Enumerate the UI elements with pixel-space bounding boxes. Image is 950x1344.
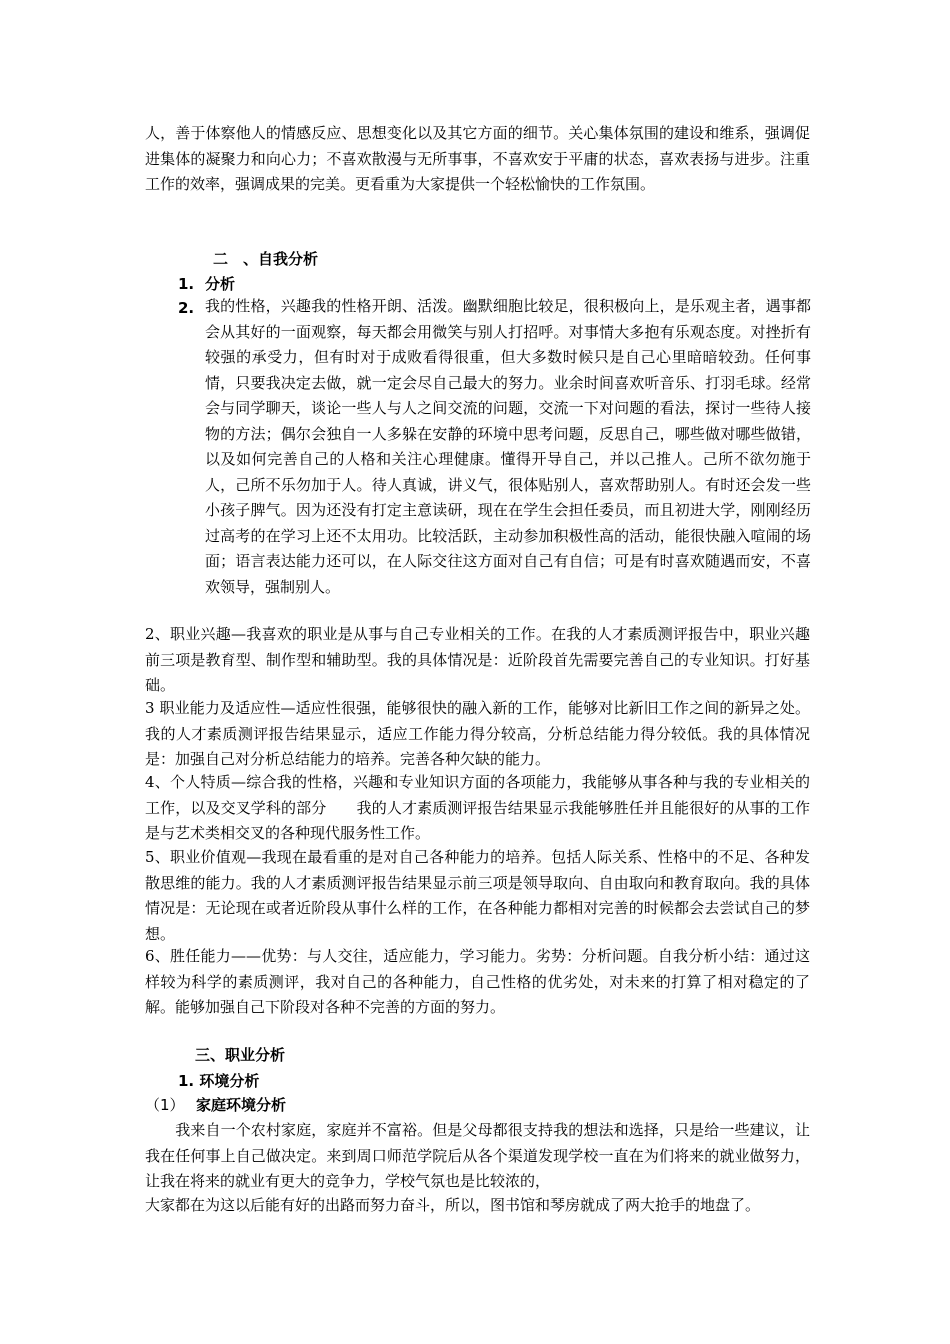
subheading-family-environment: 家庭环境分析: [196, 1096, 287, 1114]
subheading-number-1: （1）: [145, 1096, 185, 1114]
career-ability-number: 3: [145, 699, 155, 717]
personal-traits-paragraph: 4、个人特质—综合我的性格，兴趣和专业知识方面的各项能力，我能够从事各种与我的专业相关的工作，以及交叉学科的部分 我的人才素质测评报告结果显示我能够胜任并且能很好的从事的工作是与艺术类相交叉的各种现代服务性工作。: [145, 773, 810, 842]
career-ability-paragraph: [145, 696, 810, 773]
competence-paragraph: 6、胜任能力——优势：与人交往，适应能力，学习能力。劣势：分析问题。自我分析小结：通过这样较为科学的素质测评，我对自己的各种能力，自己性格的优劣处，对未来的打算了相对稳定的了解。能够加强自己下阶段对各种不完善的方面的努力。: [145, 947, 810, 1016]
list-number-1: 1.: [178, 275, 195, 293]
family-environment-paragraph: 我来自一个农村家庭，家庭并不富裕。但是父母都很支持我的想法和选择，只是给一些建议，让我在任何事上自己做决定。来到周口师范学院后从各个渠道发现学校一直在为们将来的就业做努力，让我在将来的就业有更大的竞争力，学校气氛也是比较浓的，: [145, 1121, 810, 1190]
section-heading-self-analysis: 二 、自我分析: [213, 250, 319, 268]
intro-paragraph: 人，善于体察他人的情感反应、思想变化以及其它方面的细节。关心集体氛围的建设和维系，强调促进集体的凝聚力和向心力；不喜欢散漫与无所事事，不喜欢安于平庸的状态，喜欢表扬与进步。注重工作的效率，强调成果的完美。更看重为大家提供一个轻松愉快的工作氛围。: [145, 124, 810, 193]
subheading-environment-analysis: 1. 环境分析: [178, 1072, 260, 1090]
section-heading-career-analysis: 三、职业分析: [195, 1046, 286, 1064]
personality-paragraph: 我的性格，兴趣我的性格开朗、活泼。幽默细胞比较足，很积极向上，是乐观主者，遇事都会从其好的一面观察，每天都会用微笑与别人打招呼。对事情大多抱有乐观态度。对挫折有较强的承受力，但有时对于成败看得很重，但大多数时候只是自己心里暗暗较劲。任何事情，只要我决定去做，就一定会尽自己最大的努力。业余时间喜欢听音乐、打羽毛球。经常会与同学聊天，谈论一些人与人之间交流的问题，交流一下对问题的看法，探讨一些待人接物的方法；偶尔会独自一人多躲在安静的环境中思考问题，反思自己，哪些做对哪些做错，以及如何完善自己的人格和关注心理健康。懂得开导自己，并以己推人。己所不欲勿施于人，己所不乐勿加于人。待人真诚，讲义气，很体贴别人，喜欢帮助别人。有时还会发一些小孩子脾气。因为还没有打定主意读研，现在在学生会担任委员，而且初进大学，刚刚经历过高考的在学习上还不太用功。比较活跃，主动参加积极性高的活动，能很快融入喧闹的场面；语言表达能力还可以，在人际交往这方面对自己有自信；可是有时喜欢随遇而安，不喜欢领导，强制别人。: [205, 297, 811, 596]
career-values-paragraph: 5、职业价值观—我现在最看重的是对自己各种能力的培养。包括人际关系、性格中的不足、各种发散思维的能力。我的人才素质测评报告结果显示前三项是领导取向、自由取向和教育取向。我的具体情况是：无论现在或者近阶段从事什么样的工作，在各种能力都相对完善的时候都会去尝试自己的梦想。: [145, 848, 810, 943]
family-environment-last-line: 大家都在为这以后能有好的出路而努力奋斗，所以，图书馆和琴房就成了两大抢手的地盘了。: [145, 1196, 761, 1214]
career-ability-text: 职业能力及适应性—适应性很强，能够很快的融入新的工作，能够对比新旧工作之间的新异之处。我的人才素质测评报告结果显示，适应工作能力得分较高，分析总结能力得分较低。我的具体情况是：加强自己对分析总结能力的培养。完善各种欠缺的能力。: [145, 699, 810, 768]
list-item-analysis-label: 分析: [205, 275, 236, 293]
career-interest-paragraph: 2、职业兴趣—我喜欢的职业是从事与自己专业相关的工作。在我的人才素质测评报告中，职业兴趣前三项是教育型、制作型和辅助型。我的具体情况是：近阶段首先需要完善自己的专业知识。打好基础。: [145, 625, 810, 694]
list-number-2: 2.: [178, 299, 195, 317]
